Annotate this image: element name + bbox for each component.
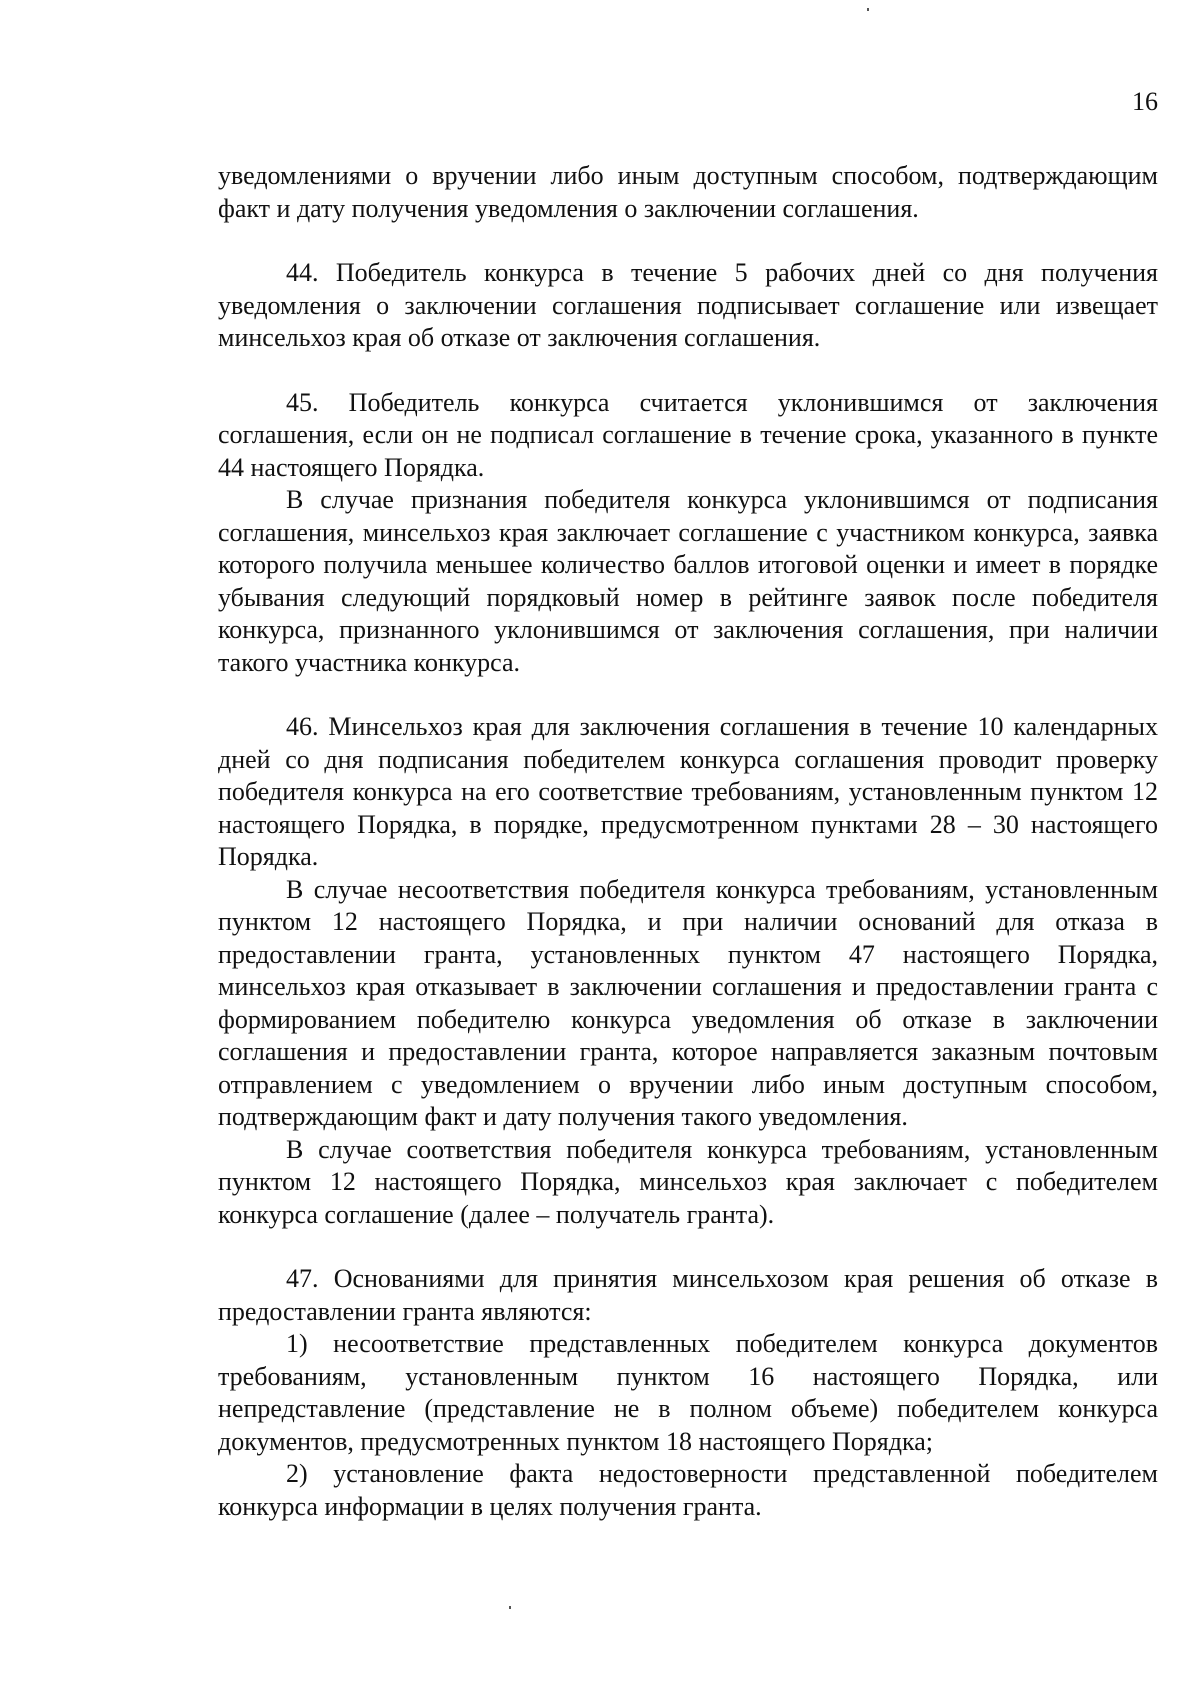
paragraph-45-case: В случае признания победителя конкурса уклонившимся от подписания соглашения, минсельхоз края заключает соглашение с участником конкурса, заявка которого получила меньшее количество баллов итоговой оценки и имеет в порядке убывания следующий порядковый номер в рейтинге заявок после победителя конкурса, признанного уклонившимся от заключения соглашения, при наличии такого участника конкурса. [218,485,1158,677]
paragraph-47-item-1: 1) несоответствие представленных победителем конкурса документов требованиям, установленным пунктом 16 настоящего Порядка, или непредставление (представление не в полном объеме) победителем конкурса документов, предусмотренных пунктом 18 настоящего Порядка; [218,1329,1158,1456]
paragraph-44: 44. Победитель конкурса в течение 5 рабочих дней со дня получения уведомления о заключении соглашения подписывает соглашение или извещает минсельхоз края об отказе от заключения соглашения. [218,258,1158,352]
document-body [218,160,1158,1523]
scan-speck [867,8,869,11]
paragraph-46-compliance: В случае соответствия победителя конкурса требованиям, установленным пунктом 12 настоящего Порядка, минсельхоз края заключает с победителем конкурса соглашение (далее – получатель гранта). [218,1134,1158,1229]
page-number: 16 [1132,87,1158,116]
paragraph-46: 46. Минсельхоз края для заключения соглашения в течение 10 календарных дней со дня подписания победителем конкурса соглашения проводит проверку победителя конкурса на его соответствие требованиям, установленным пунктом 12 настоящего Порядка, в порядке, предусмотренном пунктами 28 – 30 настоящего Порядка. [218,712,1158,871]
paragraph-46-noncompliance: В случае несоответствия победителя конкурса требованиям, установленным пунктом 12 настоящего Порядка, и при наличии оснований для отказа в предоставлении гранта, установленных пунктом 47 настоящего Порядка, минсельхоз края отказывает в заключении соглашения и предоставлении гранта с формированием победителю конкурса уведомления об отказе в заключении соглашения и предоставлении гранта, которое направляется заказным почтовым отправлением с уведомлением о вручении либо иным доступным способом, подтверждающим факт и дату получения такого уведомления. [218,874,1158,1131]
paragraph-47: 47. Основаниями для принятия минсельхозом края решения об отказе в предоставлении гранта являются: [218,1264,1158,1326]
paragraph-45: 45. Победитель конкурса считается уклонившимся от заключения соглашения, если он не подписал соглашение в течение срока, указанного в пункте 44 настоящего Порядка. [218,387,1158,482]
scan-speck [509,1606,511,1609]
paragraph-continuation: уведомлениями о вручении либо иным доступным способом, подтверждающим факт и дату получения уведомления о заключении соглашения. [218,161,1158,223]
paragraph-47-item-2: 2) установление факта недостоверности представленной победителем конкурса информации в целях получения гранта. [218,1459,1158,1521]
